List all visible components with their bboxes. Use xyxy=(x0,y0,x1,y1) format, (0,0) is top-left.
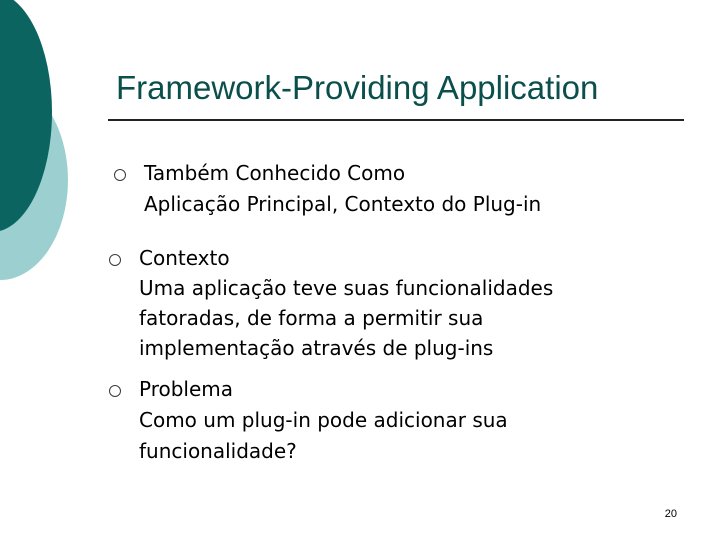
bullet-circle-icon xyxy=(109,385,121,397)
bullet-circle-icon xyxy=(109,254,121,266)
bullet-text: Problema Como um plug-in pode adicionar sua funcionalidade? xyxy=(139,377,508,463)
bullet-text: Também Conhecido Como Aplicação Principal, Contexto do Plug-in xyxy=(144,161,542,216)
bullet-also-known-as xyxy=(114,158,541,220)
page-number: 20 xyxy=(664,508,677,520)
bullet-context xyxy=(109,243,553,363)
decoration-dark-circle xyxy=(0,0,52,232)
slide-title: Framework-Providing Application xyxy=(116,69,599,106)
bullet-problem xyxy=(109,374,508,467)
title-divider xyxy=(108,119,684,121)
corner-decoration xyxy=(0,0,120,300)
bullet-circle-icon xyxy=(114,169,126,181)
bullet-text: Contexto Uma aplicação teve suas funcionalidades fatoradas, de forma a permitir sua implementação através de plug-ins xyxy=(139,246,554,360)
decoration-light-circle xyxy=(0,80,68,280)
